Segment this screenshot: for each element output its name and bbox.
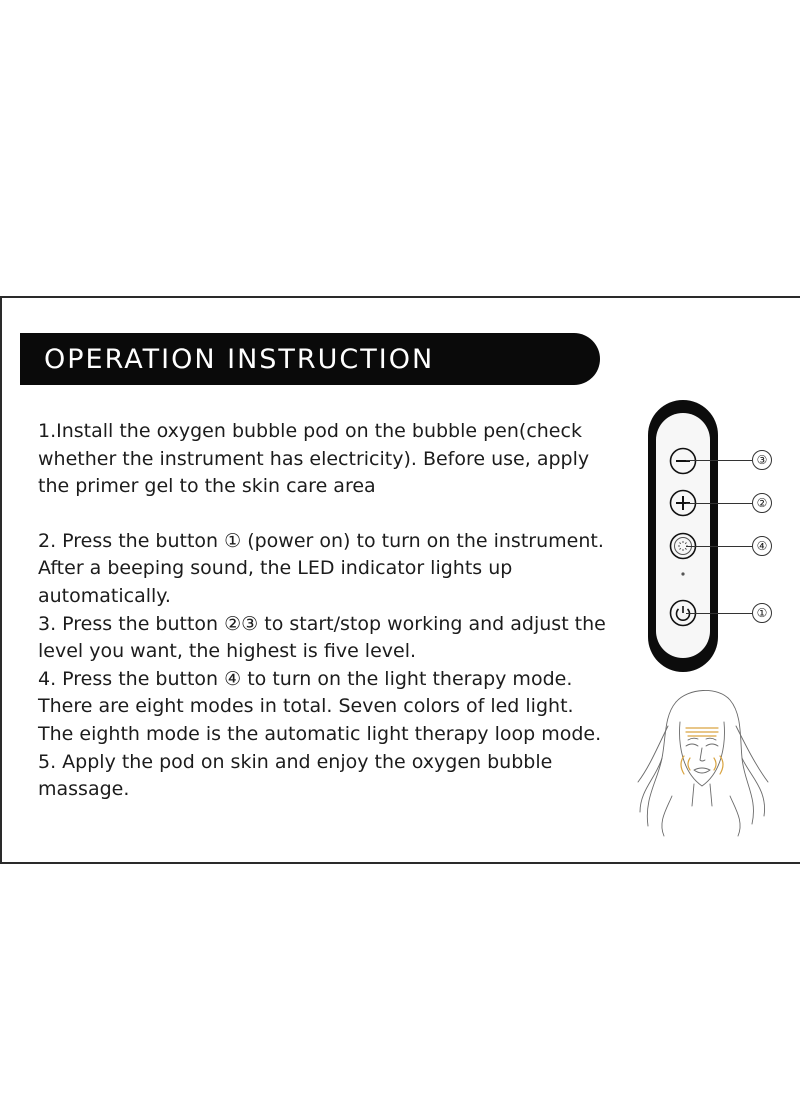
callout-line-1 bbox=[686, 613, 752, 614]
instruction-steps bbox=[38, 418, 608, 804]
callout-4: ④ bbox=[752, 536, 772, 556]
card-left-border bbox=[0, 296, 2, 864]
step-4: 4. Press the button ④ to turn on the light therapy mode. There are eight modes in total. Seven colors of led light. The eighth mode is the automatic light therapy loop mode. bbox=[38, 667, 602, 745]
callout-line-2 bbox=[686, 503, 752, 504]
step-5: 5. Apply the pod on skin and enjoy the oxygen bubble massage. bbox=[38, 750, 553, 801]
page-title: OPERATION INSTRUCTION bbox=[44, 344, 435, 375]
callout-line-4 bbox=[686, 546, 752, 547]
indicator-dot bbox=[679, 570, 687, 578]
face-illustration bbox=[618, 686, 794, 840]
callout-1: ① bbox=[752, 603, 772, 623]
step-3: 3. Press the button ②③ to start/stop working and adjust the level you want, the highest is five level. bbox=[38, 612, 606, 663]
callout-3: ③ bbox=[752, 450, 772, 470]
callout-2: ② bbox=[752, 493, 772, 513]
callout-line-3 bbox=[686, 460, 752, 461]
step-2: 2. Press the button ① (power on) to turn on the instrument. After a beeping sound, the LED indicator lights up automatically. bbox=[38, 529, 604, 607]
step-1: 1.Install the oxygen bubble pod on the bubble pen(check whether the instrument has electricity). Before use, apply the primer gel to the skin care area bbox=[38, 420, 590, 498]
